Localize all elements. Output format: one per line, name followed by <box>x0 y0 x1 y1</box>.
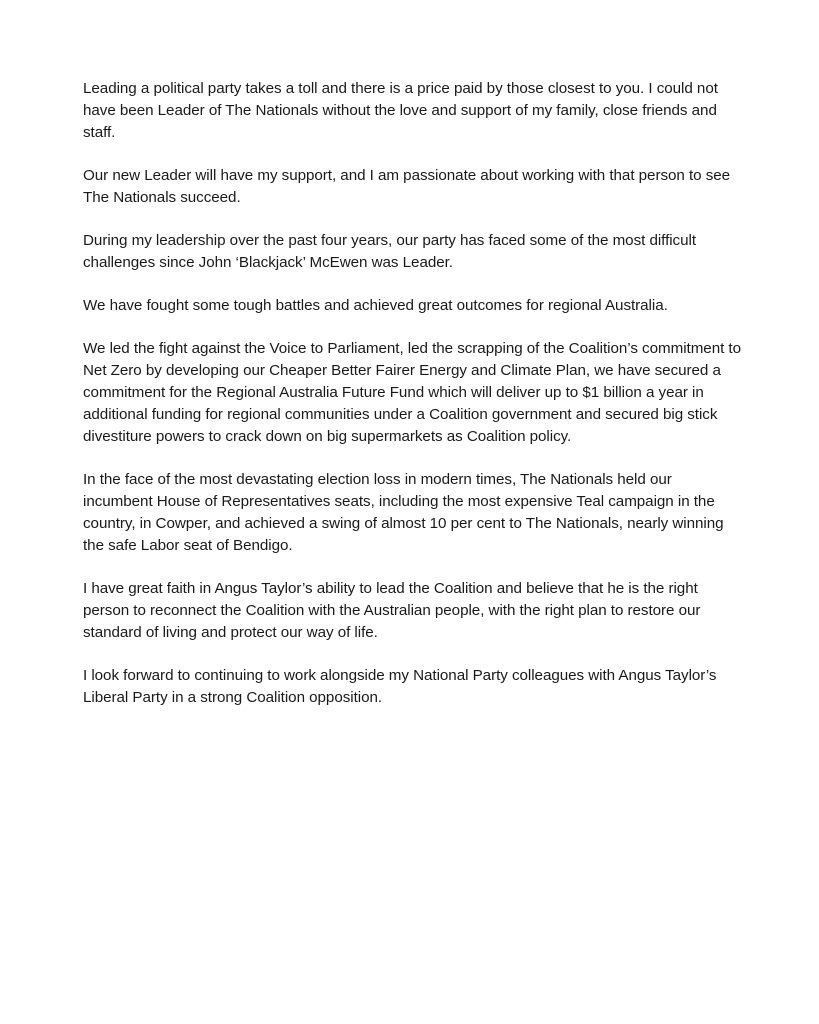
paragraph-achievements: We led the fight against the Voice to Parliament, led the scrapping of the Coalition’s commitment to Net Zero by developing our Cheaper Better Fairer Energy and Climate Plan, we have secured a commitment for the Regional Australia Future Fund which will deliver up to $1 billion a year in additional funding for regional communities under a Coalition government and secured big stick divestiture powers to crack down on big supermarkets as Coalition policy. <box>83 340 741 445</box>
paragraph-election-results: In the face of the most devastating election loss in modern times, The Nationals held our incumbent House of Representatives seats, including the most expensive Teal campaign in the country, in Cowper, and achieved a swing of almost 10 per cent to The Nationals, nearly winning the safe Labor seat of Bendigo. <box>83 471 724 554</box>
document-body <box>83 78 743 730</box>
paragraph-look-forward: I look forward to continuing to work alongside my National Party colleagues with Angus Taylor’s Liberal Party in a strong Coalition opposition. <box>83 667 717 706</box>
paragraph-angus-taylor: I have great faith in Angus Taylor’s ability to lead the Coalition and believe that he is the right person to reconnect the Coalition with the Australian people, with the right plan to restore our standard of living and protect our way of life. <box>83 580 701 641</box>
paragraph-leadership-challenges: During my leadership over the past four years, our party has faced some of the most difficult challenges since John ‘Blackjack’ McEwen was Leader. <box>83 232 696 271</box>
paragraph-new-leader-support: Our new Leader will have my support, and I am passionate about working with that person to see The Nationals succeed. <box>83 167 731 206</box>
paragraph-tough-battles: We have fought some tough battles and achieved great outcomes for regional Australia. <box>83 297 668 314</box>
paragraph-family-support: Leading a political party takes a toll and there is a price paid by those closest to you. I could not have been Leader of The Nationals without the love and support of my family, close friends and staff. <box>83 80 718 141</box>
